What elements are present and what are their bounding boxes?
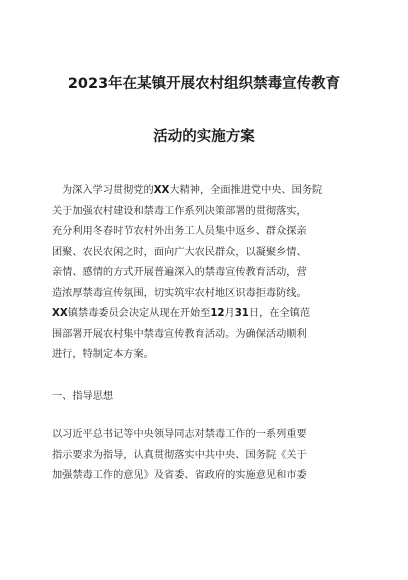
title-line-2-text: 活动的实施方案 <box>153 129 255 145</box>
line-text: 大精神，全面推进党中央、国务院 <box>169 185 323 196</box>
paragraph-line <box>52 304 372 325</box>
line-text-bold: XX <box>153 185 170 196</box>
paragraph-line <box>52 263 372 284</box>
paragraph-line <box>52 345 372 366</box>
line-text: 团聚、农民农闲之时，面向广大农民群众，以凝聚乡情、 <box>52 246 307 258</box>
paragraph-line: 指示要求为指导，认真贯彻落实中共中央、国务院《关于 <box>52 449 307 461</box>
paragraph-line <box>52 181 372 202</box>
paragraph-line <box>52 202 372 223</box>
intro-paragraph <box>52 181 372 366</box>
line-text: 月 <box>224 308 235 319</box>
line-text: 进行，特制定本方案。 <box>52 349 154 360</box>
line-text: 造浓厚禁毒宣传氛围，切实筑牢农村地区识毒拒毒防线。 <box>52 287 307 299</box>
line-text: 为深入学习贯彻党的 <box>62 185 154 196</box>
paragraph-line: 以习近平总书记等中央领导同志对禁毒工作的一系列重要 <box>52 429 307 440</box>
guiding-ideology-paragraph <box>52 425 372 487</box>
line-text-bold: XX <box>52 308 68 319</box>
document-title-line-2 <box>0 125 408 146</box>
line-text: 围部署开展农村集中禁毒宣传教育活动。为确保活动顺利 <box>52 328 307 340</box>
line-text: 亲情、感情的方式开展普遍深入的禁毒宣传教育活动，营 <box>52 267 307 278</box>
document-title-line-1 <box>0 72 408 93</box>
line-text: 充分利用冬春时节农村外出务工人员集中返乡、群众探亲 <box>52 226 307 237</box>
line-text: 日，在全镇范 <box>248 308 311 319</box>
paragraph-line <box>52 325 372 346</box>
line-text-bold: 12 <box>210 308 225 319</box>
paragraph-line: 加强禁毒工作的意见》及省委、省政府的实施意见和市委 <box>52 470 307 481</box>
line-text: 镇禁毒委员会决定从现在开始至 <box>67 308 211 319</box>
section-heading-guiding-ideology <box>52 387 113 407</box>
title-line-1-text: 2023年在某镇开展农村组织禁毒宣传教育 <box>67 76 341 92</box>
paragraph-line <box>52 284 372 305</box>
line-text-bold: 31 <box>234 308 249 319</box>
paragraph-line <box>52 243 372 264</box>
line-text: 关于加强农村建设和禁毒工作系列决策部署的贯彻落实， <box>52 205 307 217</box>
section-heading-text: 一、指导思想 <box>52 391 114 402</box>
paragraph-line <box>52 222 372 243</box>
